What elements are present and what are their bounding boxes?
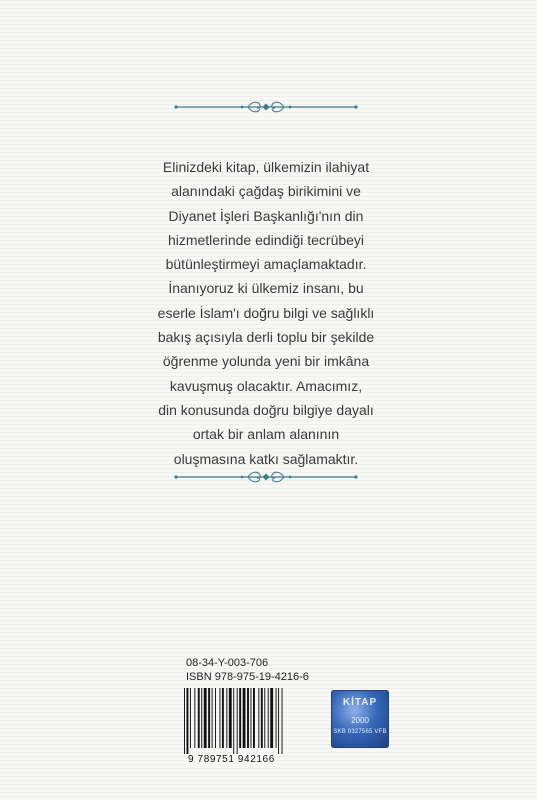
text-line: eserle İslam'ı doğru bilgi ve sağlıklı xyxy=(157,304,375,321)
barcode-bar xyxy=(187,688,189,754)
text-line: din konusunda doğru bilgiye dayalı xyxy=(158,401,374,418)
barcode-bar xyxy=(251,688,252,748)
barcode-bar xyxy=(258,688,259,748)
text-line: hizmetlerinde edindiği tecrübeyi xyxy=(167,231,365,248)
barcode-bar xyxy=(276,688,277,748)
barcode-bar xyxy=(184,688,185,754)
barcode-bar xyxy=(270,688,273,748)
hologram-code: SKB 0327565 VFB xyxy=(333,729,387,735)
text-line: öğrenme yolunda yeni bir imkâna xyxy=(162,353,370,370)
barcode-bar xyxy=(194,688,195,748)
barcode-bar xyxy=(253,688,255,748)
publication-code: 08-34-Y-003-706 xyxy=(186,657,269,669)
barcode-bar xyxy=(264,688,265,748)
barcode-bar xyxy=(212,688,213,748)
barcode-bar xyxy=(201,688,202,748)
barcode-bar xyxy=(198,688,200,748)
text-line: kavuşmuş olacaktır. Amacımız, xyxy=(169,377,363,394)
barcode-number: 9 789751 942166 xyxy=(188,754,275,765)
ornament-divider-bottom xyxy=(172,468,360,486)
barcode-bar xyxy=(208,688,210,748)
text-line: ortak bir anlam alanının xyxy=(192,426,340,443)
barcode-bar xyxy=(222,688,224,748)
publication-codes xyxy=(186,656,309,684)
text-line: bütünleştirmeyi amaçlamaktadır. xyxy=(165,256,367,273)
barcode-bar xyxy=(278,688,279,754)
hologram-year: 2000 xyxy=(351,716,369,725)
text-line: oluşmasına katkı sağlamaktır. xyxy=(173,450,359,467)
barcode-bar xyxy=(219,688,220,748)
text-line: alanındaki çağdaş birikimini ve xyxy=(171,183,361,200)
barcode-bar xyxy=(204,688,207,748)
barcode-bar xyxy=(229,688,232,748)
ornament-divider-top xyxy=(172,98,360,116)
banderol-hologram xyxy=(331,690,389,748)
text-line: Elinizdeki kitap, ülkemizin ilahiyat xyxy=(162,159,370,175)
barcode-bar xyxy=(226,688,227,748)
barcode-bar xyxy=(261,688,263,748)
text-line: Diyanet İşleri Başkanlığı'nın din xyxy=(168,207,364,224)
barcode-bar xyxy=(239,688,241,748)
description-paragraph xyxy=(140,155,392,471)
barcode-bar xyxy=(237,688,238,754)
barcode-bar xyxy=(243,688,246,748)
barcode-bar xyxy=(190,688,191,748)
barcode-bar xyxy=(247,688,249,748)
isbn-number: ISBN 978-975-19-4216-6 xyxy=(186,671,309,683)
barcode-bar xyxy=(215,688,216,748)
text-line: İnanıyoruz ki ülkemiz insanı, bu xyxy=(168,280,364,297)
hologram-title: KİTAP xyxy=(342,697,378,708)
barcode-bar xyxy=(268,688,269,748)
text-line: bakış açısıyla derli toplu bir şekilde xyxy=(157,329,375,346)
barcode-bar xyxy=(233,688,234,754)
barcode-bar xyxy=(282,688,283,754)
